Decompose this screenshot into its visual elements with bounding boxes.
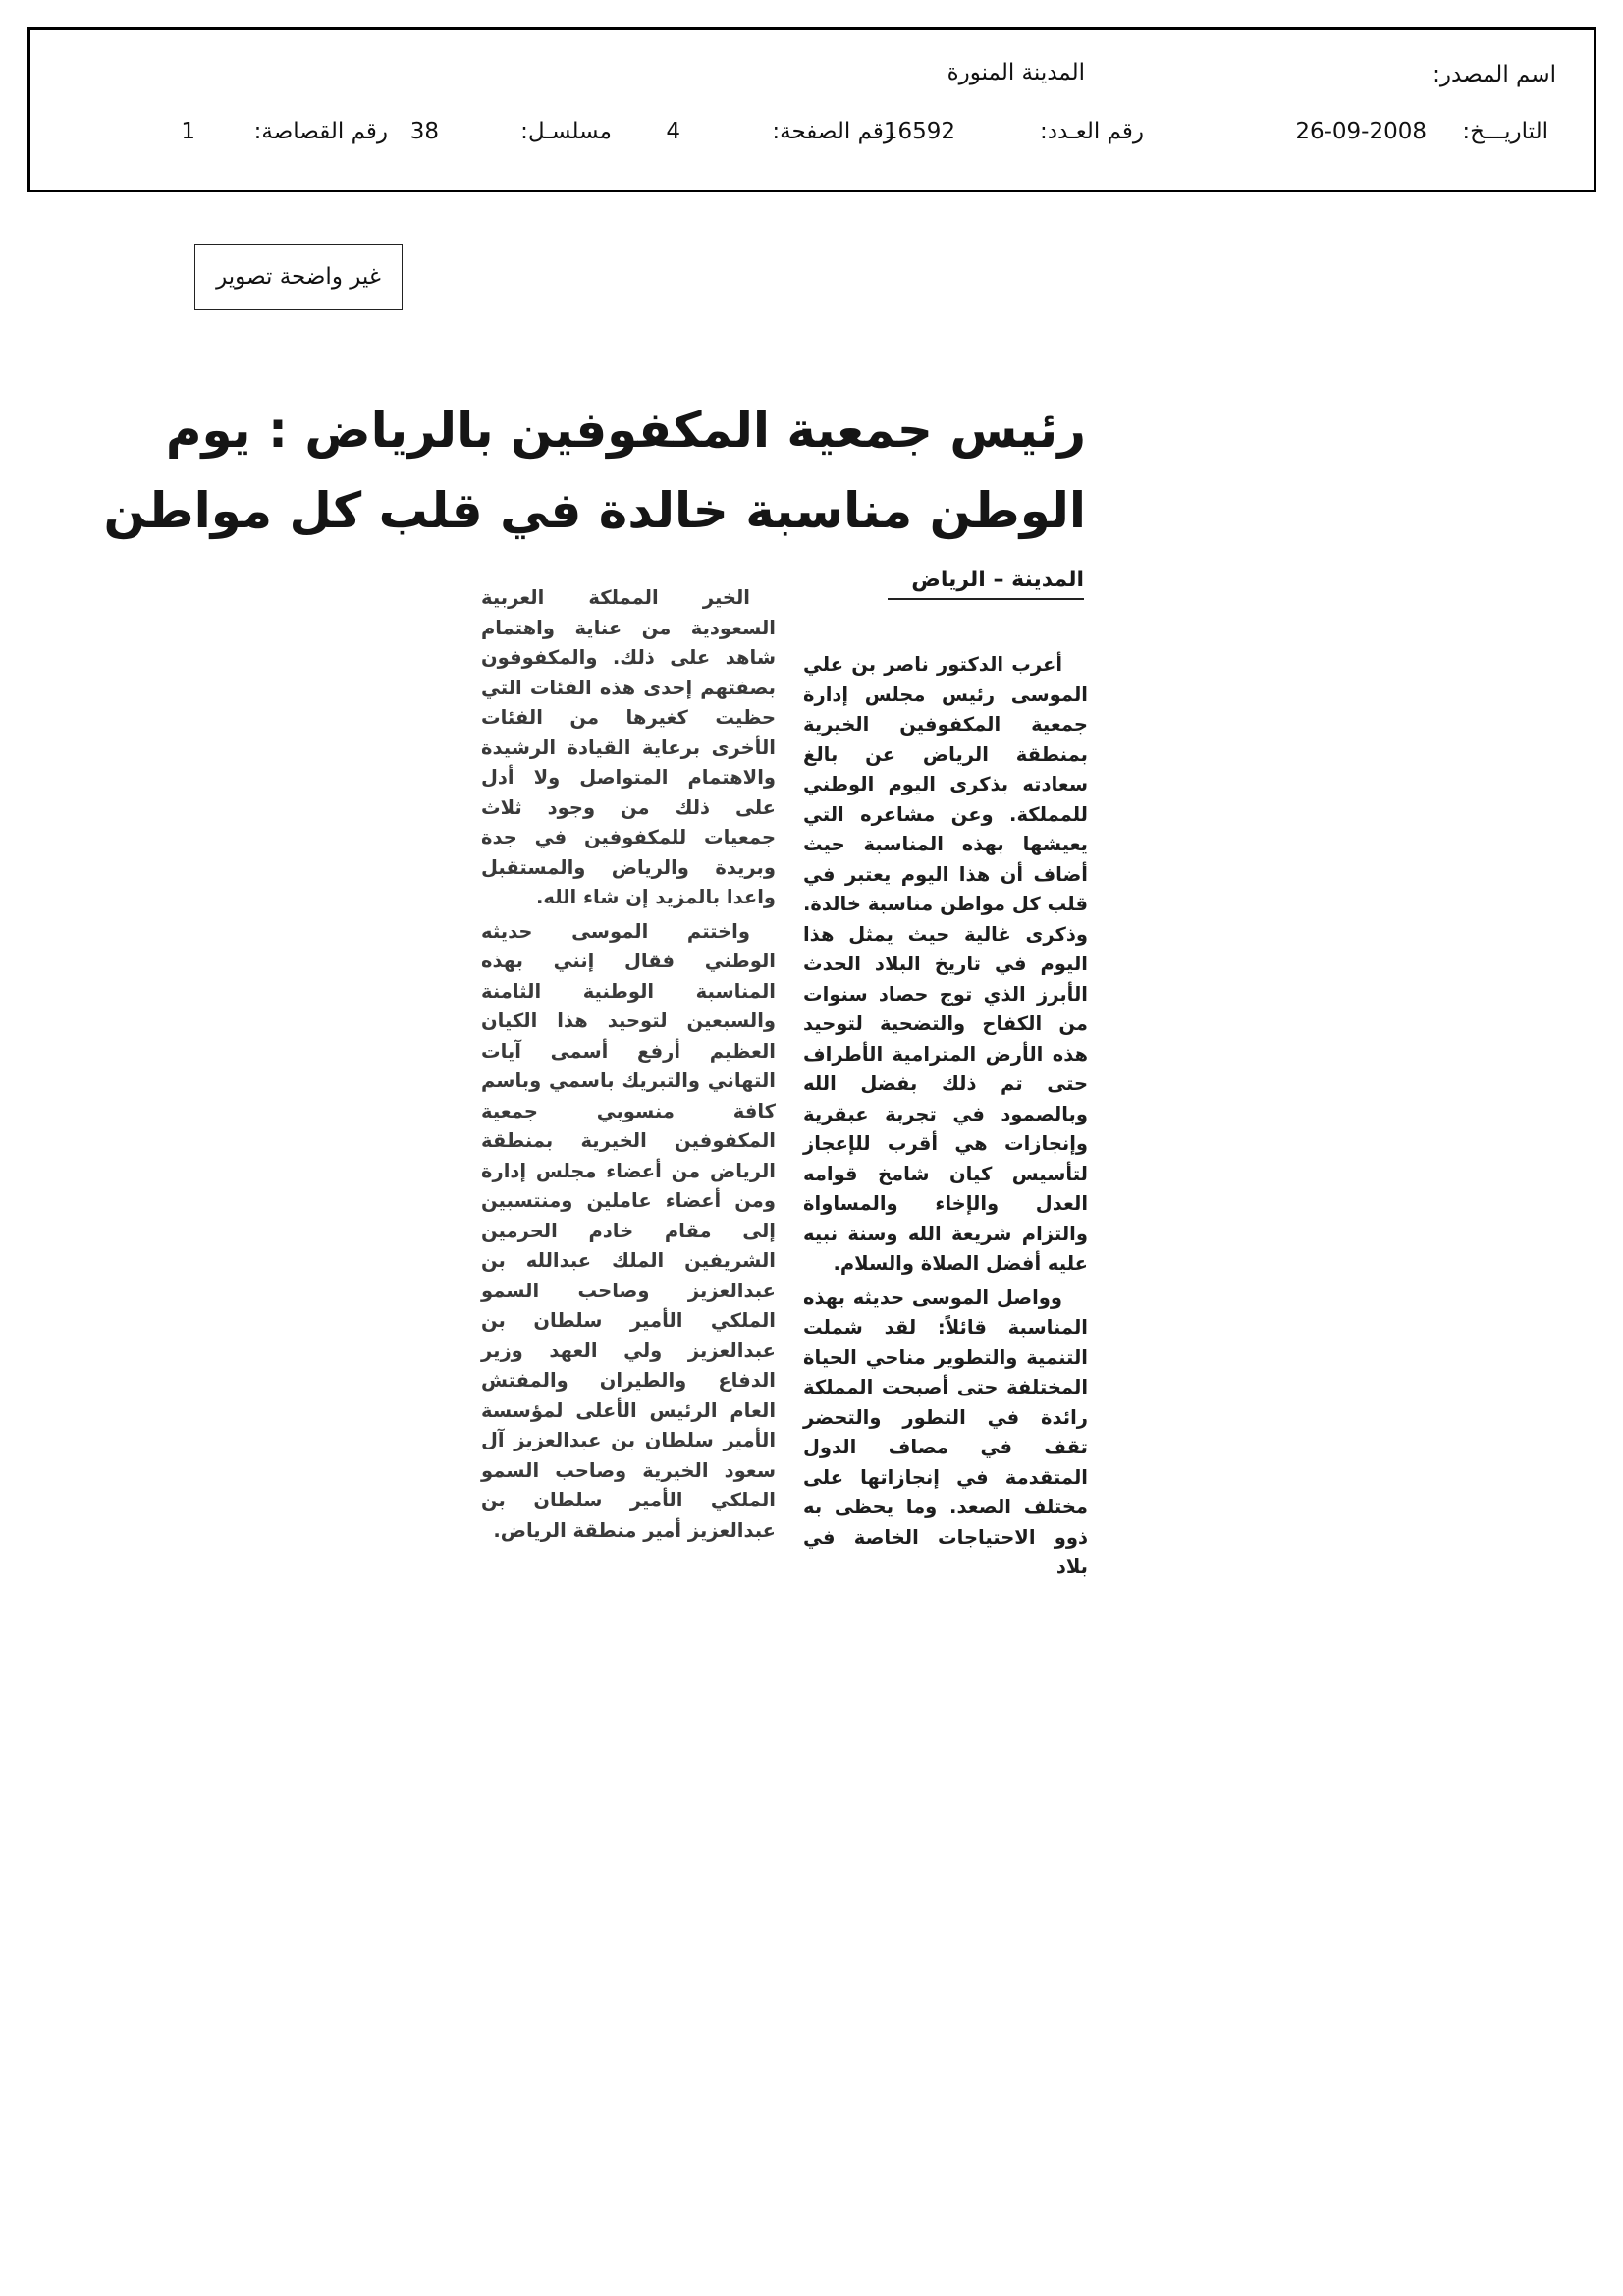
article-paragraph: أعرب الدكتور ناصر بن علي الموسى رئيس مجلس إدارة جمعية المكفوفين الخيرية بمنطقة الرياض عن بالغ سعادته بذكرى اليوم الوطني للمملكة. وعن مشاعره التي يعيشها بهذه المناسبة حيث أضاف أن هذا اليوم يعتبر في قلب كل مواطن مناسبة خالدة. وذكرى غالية حيث يمثل هذا اليوم في تاريخ البلاد الحدث الأبرز الذي توج حصاد سنوات من الكفاح والتضحية لتوحيد هذه الأرض المترامية الأطراف حتى تم ذلك بفضل الله وبالصمود في تجربة عبقرية وإنجازات هي أقرب للإعجاز لتأسيس كيان شامخ قوامه العدل والإخاء والمساواة والتزام شريعة الله وسنة نبيه عليه أفضل الصلاة والسلام. (803, 653, 1088, 1275)
issue-label: رقم العـدد: (1039, 119, 1144, 144)
serial-label: مسلسـل: (520, 119, 612, 144)
newspaper-clipping (103, 373, 1104, 1709)
article-paragraph: الخير المملكة العربية السعودية من عناية واهتمام شاهد على ذلك. والمكفوفون بصفتهم إحدى هذه الفئات التي حظيت كغيرها من الفئات الأخرى برعاية القيادة الرشيدة والاهتمام المتواصل ولا أدل على ذلك من وجود ثلاث جمعيات للمكفوفين في جدة وبريدة والرياض والمستقبل واعدا بالمزيد إن شاء الله. (481, 586, 776, 908)
article-column-left (481, 583, 776, 1546)
image-clarity-note (194, 244, 403, 310)
article-column-right (803, 650, 1088, 1583)
date-value: 26-09-2008 (1295, 119, 1427, 144)
date-label: التاريـــخ: (1462, 119, 1548, 144)
source-label: اسم المصدر: (1433, 62, 1556, 87)
clipping-number-value: 1 (181, 119, 195, 144)
clipping-number-label: رقم القصاصة: (253, 119, 388, 144)
clipping-metadata-box (27, 27, 1596, 192)
article-paragraph: وواصل الموسى حديثه بهذه المناسبة قائلاً: لقد شملت التنمية والتطوير مناحي الحياة المختلفة حتى أصبحت المملكة رائدة في التطور والتحضر تقف في مصاف الدول المتقدمة في إنجازاتها على مختلف الصعد. وما يحظى به ذوو الاحتياجات الخاصة في بلاد (803, 1285, 1088, 1578)
page-label: رقم الصفحة: (772, 119, 894, 144)
article-paragraph: واختتم الموسى حديثه الوطني فقال إنني بهذه المناسبة الوطنية الثامنة والسبعين لتوحيد هذا الكيان العظيم أرفع أسمى آيات التهاني والتبريك باسمي وباسم كافة منسوبي جمعية المكفوفين الخيرية بمنطقة الرياض من أعضاء مجلس إدارة ومن أعضاء عاملين ومنتسبين إلى مقام خادم الحرمين الشريفين الملك عبدالله بن عبدالعزيز وصاحب السمو الملكي الأمير سلطان بن عبدالعزيز ولي العهد وزير الدفاع والطيران والمفتش العام الرئيس الأعلى لمؤسسة الأمير سلطان بن عبدالعزيز آل سعود الخيرية وصاحب السمو الملكي الأمير سلطان بن عبدالعزيز أمير منطقة الرياض. (481, 919, 776, 1542)
source-value: المدينة المنورة (947, 60, 1085, 85)
issue-value: 16592 (883, 119, 955, 144)
article-dateline: المدينة – الرياض (888, 568, 1084, 600)
page-value: 4 (666, 119, 680, 144)
image-clarity-note-text: غير واضحة تصوير (216, 264, 381, 290)
article-headline-line-2: الوطن مناسبة خالدة في قلب كل مواطن (103, 482, 1086, 539)
serial-value: 38 (409, 119, 439, 144)
article-headline-line-1: رئيس جمعية المكفوفين بالرياض : يوم (165, 402, 1086, 459)
